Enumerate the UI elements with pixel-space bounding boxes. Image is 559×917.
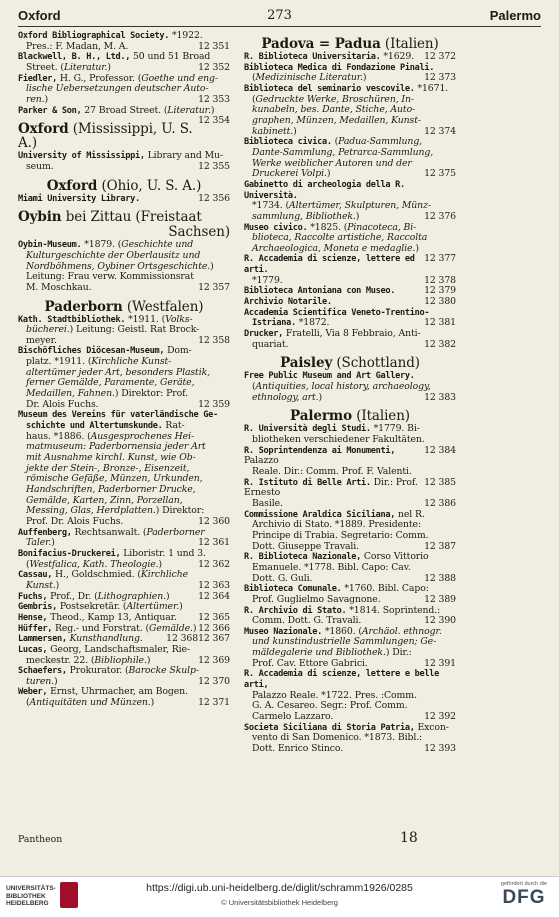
entry-number: 12 378 — [424, 274, 456, 286]
text-run: Druckerei Volpi. — [252, 168, 327, 180]
entry-number: 12 385 — [424, 476, 456, 488]
text-run: ) Dir.: — [385, 647, 412, 659]
text-run: ferner Gemälde, Paramente, Geräte, — [26, 377, 195, 389]
text-run: *1860. ( — [321, 625, 362, 637]
text-run: Paderborner — [146, 526, 205, 538]
text-run: nel R. — [395, 508, 425, 520]
text-run: *1825. ( — [307, 221, 348, 233]
text-run: (Schottland) — [332, 355, 420, 372]
text-run: R. Archivio di Stato. — [244, 605, 347, 616]
entry-line — [244, 52, 456, 63]
text-run: bei Zittau (Freistaat — [61, 209, 202, 226]
text-run: ( — [331, 136, 339, 148]
signature-number: 18 — [400, 830, 418, 846]
text-run: R. Biblioteca Nazionale, — [244, 552, 361, 563]
text-run: Archaeologica, Moneta e medaglie. — [252, 242, 416, 254]
text-run: Reg.- und Forstrat. ( — [52, 622, 150, 634]
entry-number: 12 388 — [424, 572, 456, 584]
text-run: Hense, — [18, 612, 48, 623]
entry-number: 12 370 — [198, 675, 230, 687]
text-run: Kath. Stadtbibliothek. — [18, 314, 126, 325]
copyright-notice: © Universitätsbibliothek Heidelberg — [221, 898, 338, 907]
text-run: Principe di Trabia. Segretario: Comm. — [252, 529, 429, 541]
text-run: Padua-Sammlung, — [338, 136, 423, 148]
text-run: Museo Nazionale. — [244, 626, 322, 637]
text-run: 27 Broad Street. ( — [81, 104, 168, 116]
text-run: Geschichte und — [121, 239, 194, 251]
text-run: ) — [107, 61, 111, 73]
text-run: Excon- — [414, 721, 449, 733]
text-run: ethnology, art. — [252, 391, 319, 403]
text-run: *1872. — [295, 317, 330, 329]
text-run: ) — [362, 72, 367, 84]
entry-number: 12 364 — [198, 590, 230, 602]
entry-number: 12 386 — [424, 497, 456, 509]
entry-continuation — [18, 698, 230, 709]
text-run: University of Mississippi, — [18, 151, 145, 162]
text-run: Istriana. — [252, 318, 296, 329]
text-run: H. G., Professor. ( — [57, 72, 142, 84]
text-run: Palazzo Reale. *1722. Pres. :Comm. — [252, 689, 417, 701]
text-run: (Italien) — [352, 408, 410, 425]
text-run: Medaillen, Fahnen. — [26, 388, 115, 400]
text-run: Prof. Guglielmo Savagnone. — [252, 593, 381, 605]
text-run: Oybin-Museum. — [18, 240, 82, 251]
text-run: *1779. Bi- — [370, 423, 420, 435]
text-run: ( — [252, 381, 256, 393]
text-run: Rat- — [162, 420, 185, 432]
entry-continuation — [18, 283, 230, 294]
text-run: Liboristr. 1 und 3. — [120, 547, 206, 559]
text-run: jekte der Stein-, Bronze-, Eisenzeit, — [26, 462, 190, 474]
text-run: Weber, — [18, 687, 48, 698]
entry-number: 12 366 — [198, 622, 230, 634]
text-run: Biblioteca del seminario vescovile. — [244, 83, 415, 94]
text-run: mäldegalerie und Bibliothek. — [252, 647, 386, 659]
entry-number: 12 380 — [424, 296, 456, 308]
text-run: mit Ausnahme kirchl. Kunst, wie Ob- — [26, 452, 196, 464]
text-run: Padova = Padua — [261, 36, 381, 52]
text-run: M. Moschkau. — [26, 281, 92, 293]
text-run: R. Accademia di scienze, lettere ed arti. — [244, 254, 415, 276]
entry-number: 12 374 — [424, 125, 456, 137]
text-run: ) — [146, 654, 151, 666]
entry-number: 12 362 — [198, 558, 230, 570]
text-run: Carmelo Lazzaro. — [252, 711, 334, 723]
text-run: Dott. Giuseppe Travali. — [252, 540, 360, 552]
text-run: Dom- — [164, 345, 192, 357]
text-run: ( — [26, 697, 30, 709]
text-run: kabinett. — [252, 125, 294, 137]
text-run: Museum des Vereins für vaterländische Ge- — [18, 410, 218, 421]
text-run: ) — [210, 260, 214, 272]
entry-continuation — [244, 659, 456, 670]
text-run: haus. *1886. ( — [26, 430, 91, 442]
text-run: Gembris, — [18, 602, 57, 613]
text-run: Biblioteca Medica di Fondazione Pinali. — [244, 62, 435, 73]
running-header — [18, 6, 541, 27]
text-run: Fratelli, Via 8 Febbraio, Anti- — [283, 328, 421, 340]
text-run: Fiedler, — [18, 73, 57, 84]
entry-number: 12 387 — [424, 540, 456, 552]
entry-line — [18, 194, 230, 205]
text-run: Fuchs, — [18, 591, 48, 602]
text-run: *1734. ( — [252, 200, 290, 212]
text-run: Library and Mu- — [144, 150, 223, 162]
city-heading — [244, 356, 456, 370]
text-run: Dante-Sammlung, Petrarca-Sammlung, — [252, 146, 434, 158]
text-run: Postsekretär. ( — [57, 601, 127, 613]
text-run: ( — [26, 558, 30, 570]
text-run: Schaefers, — [18, 666, 67, 677]
entry-number: 12 393 — [424, 743, 456, 755]
text-run: ) — [55, 579, 60, 591]
text-run: Prof. Dr. Alois Fuchs. — [26, 515, 124, 527]
text-run: ( — [252, 93, 256, 105]
funder-caption: gefördert durch die — [500, 881, 548, 887]
entry-number: 12 351 — [198, 40, 230, 52]
text-run: *1629. — [380, 51, 415, 62]
entry-continuation — [244, 744, 456, 755]
text-run: Kirchliche Kunst- — [91, 356, 172, 368]
text-run: Palazzo — [244, 455, 279, 467]
entry-number: 12 384 — [424, 444, 456, 456]
text-run: 50 und 51 Broad — [130, 51, 211, 63]
text-run: Biblioteca civica. — [244, 137, 332, 148]
city-heading — [18, 179, 230, 193]
text-run: ) Direktor: — [155, 505, 205, 517]
entry-continuation — [244, 435, 456, 446]
text-run: Gedruckte Werke, Broschüren, In- — [255, 93, 414, 105]
text-run: (Westfalen) — [122, 298, 204, 315]
text-run: Lammersen, — [18, 634, 67, 645]
text-run: ) — [158, 558, 163, 570]
funder-name: DFG — [502, 887, 546, 908]
text-run: Kunst. — [26, 579, 56, 591]
text-run: Volks- — [165, 313, 193, 325]
text-run: Free Public Museum and Art Gallery. — [244, 371, 415, 382]
text-run: *1922. — [169, 30, 203, 41]
text-run: Oybin — [18, 209, 62, 226]
viewer-bar — [0, 876, 559, 917]
right-column — [244, 31, 456, 755]
entry-number: 12 376 — [424, 210, 456, 222]
text-run: Prokurator. ( — [66, 665, 129, 677]
text-run: G. A. Cesareo. Segr.: Prof. Comm. — [252, 700, 408, 712]
text-run: Commissione Araldica Siciliana, — [244, 509, 396, 520]
entry-line — [244, 180, 456, 201]
text-run: Biblioteca Comunale. — [244, 584, 342, 595]
text-run: meyer. — [26, 334, 57, 346]
left-column — [18, 31, 230, 709]
text-run: Leitung: Frau verw. Kommissionsrat — [26, 271, 194, 283]
text-run: Archäol. ethnogr. — [361, 625, 442, 637]
text-run: vento di San Domenico. *1873. Bibl.: — [252, 732, 423, 744]
text-run: Ausgesprochenes Hei- — [90, 430, 194, 442]
text-run: Messing, Glas, Herdplatten. — [26, 505, 156, 517]
text-run: (Italien) — [380, 36, 439, 52]
text-run: Palermo — [290, 408, 352, 425]
text-run: sammlung, Bibliothek. — [252, 210, 356, 222]
text-run: und kunstindustrielle Sammlungen; Ge- — [252, 636, 437, 648]
entry-number: 12 359 — [198, 398, 230, 410]
text-run: Rechtsanwalt. ( — [71, 526, 147, 538]
text-run: Goethe und eng- — [141, 72, 218, 84]
city-heading — [244, 37, 456, 51]
entry-number: 12 355 — [198, 160, 230, 172]
text-run: Comm. Dott. G. Travali. — [252, 615, 362, 627]
text-run: ) — [293, 125, 297, 137]
entry-continuation — [244, 169, 456, 180]
text-run: ) — [210, 104, 215, 116]
entry-line — [18, 106, 230, 117]
text-run: blioteca, Raccolte artistiche, Raccolta — [252, 232, 428, 244]
entry-number: 12 382 — [424, 338, 456, 350]
text-run: seum. — [26, 160, 54, 172]
text-run: ) Direktor: Prof. — [114, 388, 188, 400]
text-run: bücherei. — [26, 324, 70, 336]
entry-number: 12 391 — [424, 657, 456, 669]
text-run: Lithographien. — [97, 590, 166, 602]
text-run: Werke weiblicher Autoren und der — [252, 157, 412, 169]
entry-number: 12 368 — [166, 633, 199, 645]
text-run: Parker & Son, — [18, 105, 82, 116]
text-run: Oxford — [46, 177, 98, 194]
text-run: *1760. Bibl. Capo: — [341, 583, 429, 595]
text-run: Bischöfliches Diöcesan-Museum, — [18, 346, 165, 357]
text-run: Paisley — [280, 355, 333, 372]
text-run: ) — [326, 168, 331, 180]
text-run: Georg, Landschaftsmaler, Rie- — [47, 643, 190, 655]
text-run: quariat. — [252, 338, 289, 350]
text-run: ) Leitung: Geistl. Rat Brock- — [69, 324, 200, 336]
text-run: turen. — [26, 675, 55, 687]
text-run: Archivio di Stato. *1889. Presidente: — [252, 519, 421, 531]
text-run: altertümer jeder Art, besonders Plastik, — [26, 366, 210, 378]
text-run: ) — [44, 93, 49, 105]
entry-number: 12 353 — [198, 93, 230, 105]
text-run: Bibliophile. — [94, 654, 147, 666]
text-run: kunabeln, bes. Dante, Stiche, Auto- — [252, 104, 416, 116]
text-run: Societa Siciliana di Storia Patria, — [244, 722, 415, 733]
text-run: schichte und Altertumskunde. — [26, 421, 163, 432]
text-run: Hüffer, — [18, 623, 53, 634]
entry-line — [244, 669, 456, 690]
text-run: Dir.: Prof. Ernesto — [244, 476, 418, 499]
text-run: Theod., Kamp 13, Antiquar. — [47, 611, 177, 623]
text-run: Dr. Alois Fuchs. — [26, 398, 99, 410]
text-run: Paderborn — [44, 298, 123, 315]
entry-number: 12 377 — [424, 253, 456, 265]
text-run: Lucas, — [18, 644, 48, 655]
entry-number: 12 358 — [198, 334, 230, 346]
text-run: R. Biblioteca Universitaria. — [244, 52, 381, 62]
entry-number: 12 379 — [424, 285, 456, 297]
entry-line — [244, 308, 456, 319]
city-heading — [18, 225, 230, 239]
text-run: Altertümer, Skulpturen, Münz- — [289, 200, 431, 212]
entry-number: 12 363 — [198, 579, 230, 591]
text-run: Blackwell, B. H., Ltd., — [18, 52, 131, 63]
text-run: Auffenberg, — [18, 527, 72, 538]
text-run: Bonifacius-Druckerei, — [18, 548, 121, 559]
text-run: Literatur. — [167, 104, 211, 116]
footer-left: Pantheon — [18, 834, 63, 845]
entry-continuation — [18, 84, 230, 95]
entry-number: 12 373 — [424, 72, 456, 84]
text-run: ) — [179, 601, 183, 613]
text-run: Dott. Enrico Stinco. — [252, 743, 344, 755]
entry-continuation — [18, 400, 230, 411]
entry-number: 12 360 — [198, 515, 230, 527]
text-run: R. Università degli Studi. — [244, 424, 371, 435]
text-run: Antiquities, local history, archaeology, — [255, 381, 431, 393]
text-run: *1671. — [414, 82, 449, 94]
text-run: Archivio Notarile. — [244, 297, 332, 308]
text-run: Biblioteca Antoniana con Museo. — [244, 286, 396, 297]
text-run: matmuseum: Paderbornensia jeder Art — [26, 441, 206, 453]
text-run: ) — [165, 590, 170, 602]
entry-number: 12 365 — [198, 611, 230, 623]
text-run: Ernst, Uhrmacher, am Bogen. — [47, 686, 188, 698]
text-run: *1911. ( — [125, 313, 166, 325]
entry-continuation — [244, 393, 456, 404]
text-run: platz. *1911. ( — [26, 356, 92, 368]
entry-number: 12 372 — [424, 51, 456, 62]
text-run: *1814. Soprintend.: — [346, 604, 441, 616]
text-run: Barocke Skulp- — [128, 665, 199, 677]
text-run: Basile. — [252, 497, 283, 509]
text-run: Nordböhmens, Oybiner Ortsgeschichte. — [26, 260, 211, 272]
text-run: ren. — [26, 93, 45, 105]
entry-number: 12 390 — [424, 615, 456, 627]
text-run: Dott. G. Guli. — [252, 572, 313, 584]
text-run: *1879. ( — [81, 239, 122, 251]
text-run: Emanuele. *1778. Bibl. Capo: Cav. — [252, 561, 411, 573]
text-run: Sachsen) — [168, 224, 230, 241]
city-heading — [18, 210, 230, 224]
text-run: ( — [252, 72, 256, 84]
text-run: Corso Vittorio — [360, 551, 429, 563]
text-run: ) — [192, 622, 197, 634]
text-run: Antiquitäten und Münzen. — [29, 697, 151, 709]
text-run: Gabinetto di archeologia della R. Università. — [244, 179, 405, 201]
entry-number: 12 356 — [198, 192, 230, 204]
text-run: Pres.: F. Madan, M. A. — [26, 40, 129, 52]
entry-continuation — [244, 340, 456, 351]
entry-number: 12 389 — [424, 593, 456, 605]
entry-continuation — [18, 336, 230, 347]
entry-number: 12 354 — [198, 115, 230, 127]
header-right: Palermo — [489, 8, 541, 23]
text-run: Cassau, — [18, 570, 53, 581]
text-run: lische Uebersetzungen deutscher Auto- — [26, 83, 209, 95]
text-run: Handschriften, Paderborner Drucke, — [26, 484, 196, 495]
text-run: ) — [54, 675, 58, 687]
text-run: Street. ( — [26, 61, 64, 73]
text-run: Westfalica, Kath. Theologie. — [29, 558, 159, 570]
text-run: Drucker, — [244, 329, 283, 340]
text-run: graphen, Münzen, Medaillen, Kunst- — [252, 114, 421, 126]
entry-number: 12 383 — [424, 391, 456, 403]
text-run: R. Istituto di Belle Arti. — [244, 477, 371, 488]
text-run: R. Soprintendenza ai Monumenti, — [244, 445, 396, 456]
page-number: 273 — [267, 8, 292, 23]
text-run: Oxford Bibliographical Society. — [18, 31, 170, 41]
header-left: Oxford — [18, 8, 61, 23]
text-run: Pinacoteca, Bi- — [347, 221, 417, 233]
text-run: ) — [51, 537, 55, 549]
text-run: Accademia Scientifica Veneto-Trentino- — [244, 307, 430, 318]
text-run: Kunsthandlung. — [66, 633, 143, 645]
text-run: Miami University Library. — [18, 193, 140, 204]
entry-number: 12 361 — [198, 537, 230, 549]
text-run: *1779. — [252, 274, 283, 286]
text-run: Taler. — [26, 537, 52, 549]
university-library-logo[interactable]: UNIVERSITÄTS- BIBLIOTHEK HEIDELBERG — [6, 885, 56, 907]
text-run: ) — [355, 210, 360, 222]
text-run: ) — [150, 697, 155, 709]
text-run: R. Accademia di scienze, lettere e belle arti, — [244, 669, 439, 691]
entry-number: 12 357 — [198, 281, 230, 293]
text-run: Oxford — [18, 121, 69, 138]
entry-continuation — [18, 162, 230, 173]
dfg-logo[interactable] — [499, 881, 549, 909]
entry-line — [18, 410, 230, 421]
text-run: Museo civico. — [244, 222, 308, 233]
text-run: bliotheken verschiedener Fakultäten. — [252, 434, 425, 445]
text-run: Kirchliche — [140, 569, 189, 581]
text-run: Prof., Dr. ( — [47, 590, 98, 602]
text-run: (Mississippi, U. S. A.) — [18, 121, 193, 152]
text-run: Reale. Dir.: Comm. Prof. F. Valenti. — [252, 465, 412, 477]
text-run: meckestr. 22. ( — [26, 654, 95, 666]
text-run: Gemälde. — [149, 622, 193, 634]
text-run: ) — [318, 391, 322, 403]
entry-number: 12 371 — [198, 697, 230, 709]
city-heading — [18, 300, 230, 314]
text-run: Prof. Cav. Ettore Gabrici. — [252, 657, 368, 669]
entry-number: 12 375 — [424, 168, 456, 180]
permalink-url[interactable]: https://digi.ub.uni-heidelberg.de/diglit/schramm1926/0285 — [146, 882, 413, 894]
entry-number: 12 381 — [424, 317, 456, 329]
text-run: Literatur. — [63, 61, 108, 73]
entry-number: 12 352 — [198, 61, 230, 73]
entry-number: 12 369 — [198, 654, 230, 666]
text-run: Medizinische Literatur. — [255, 72, 363, 84]
text-run: H., Goldschmied. ( — [52, 569, 141, 581]
text-run: Gemälde, Karten, Zinn, Porzellan, — [26, 494, 183, 506]
text-run: ) — [415, 242, 419, 254]
text-run: Kulturgeschichte der Oberlausitz und — [26, 249, 201, 261]
text-run: (Ohio, U. S. A.) — [97, 177, 202, 194]
entry-line — [244, 297, 456, 308]
text-run: Altertümer. — [126, 601, 180, 613]
text-run: römische Gefäße, Münzen, Urkunden, — [26, 473, 203, 485]
city-heading — [244, 409, 456, 423]
entry-number: 12 367 — [198, 633, 230, 645]
entry-number: 12 392 — [424, 711, 456, 723]
